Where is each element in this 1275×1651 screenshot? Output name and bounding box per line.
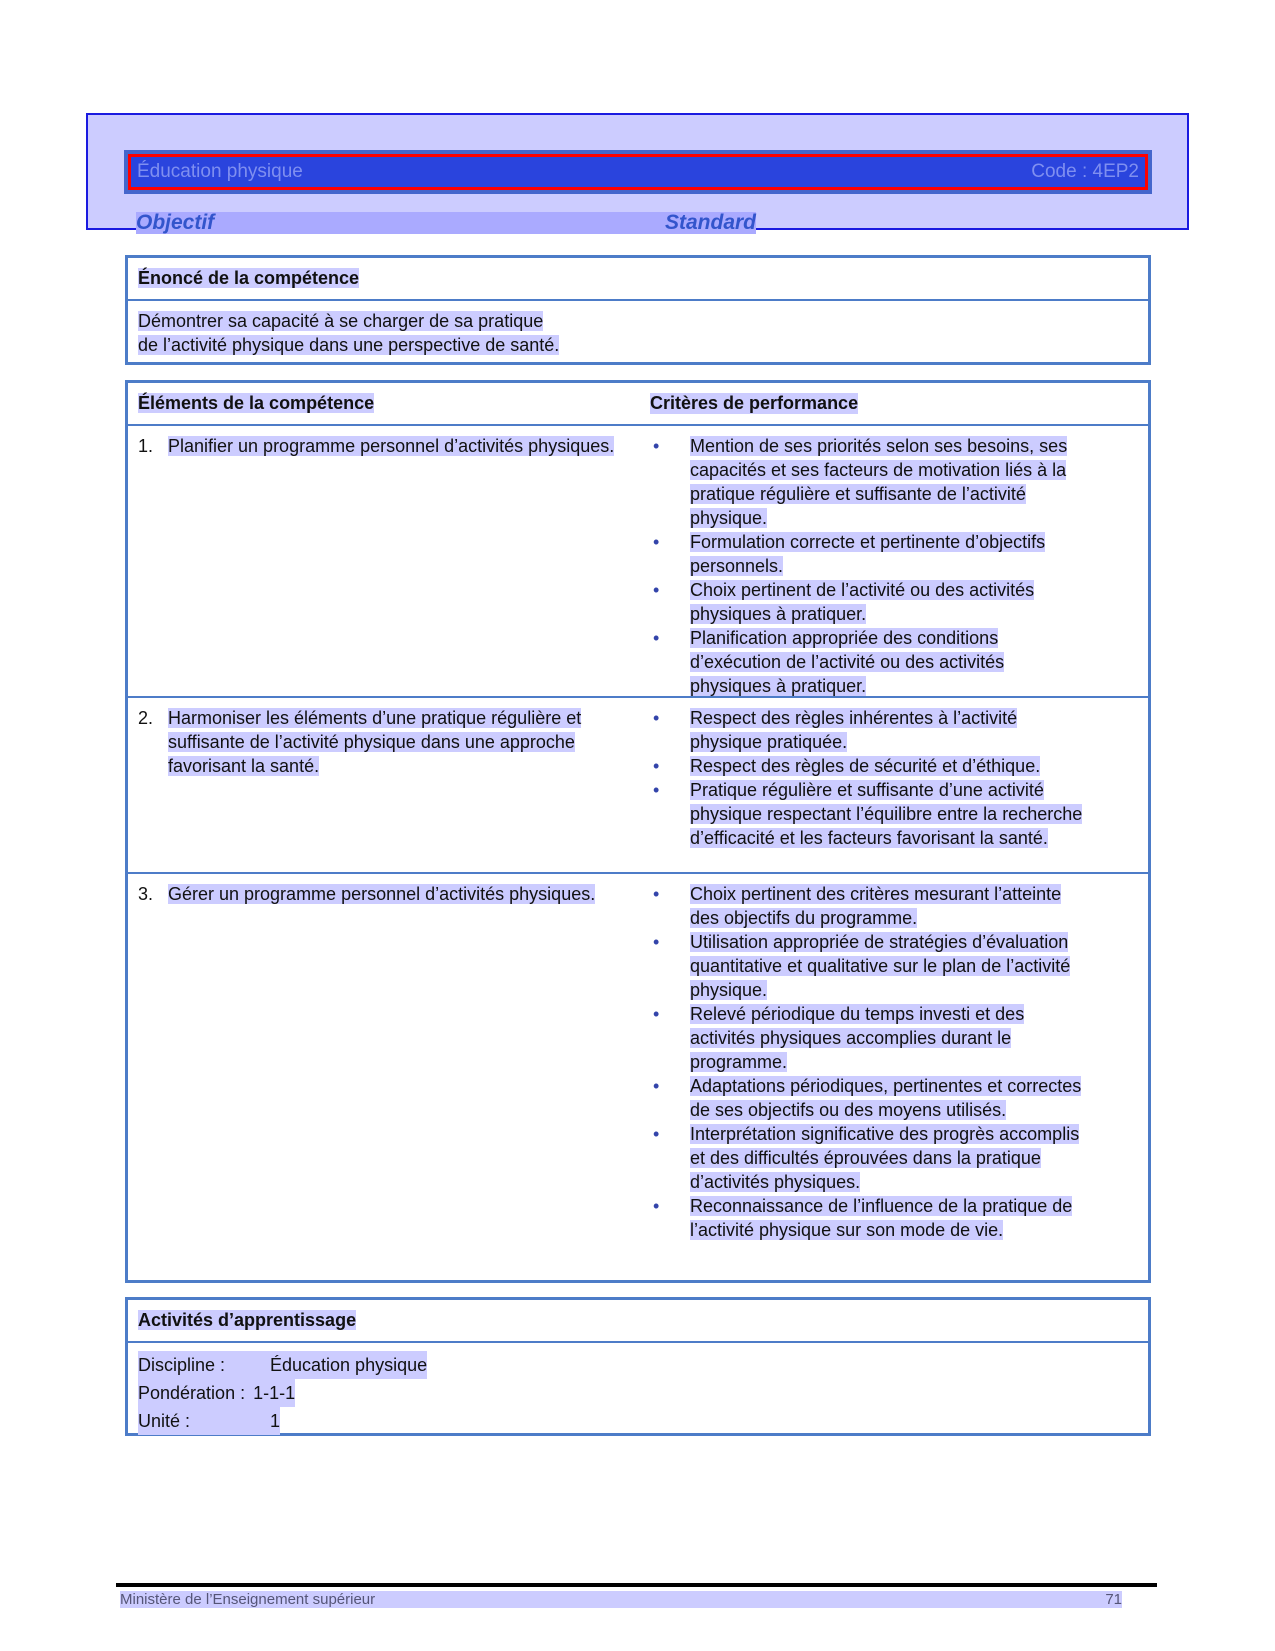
criterion [650, 530, 1138, 578]
bullet-icon: • [653, 884, 660, 904]
element-text: Planifier un programme personnel d’activités physiques. [168, 436, 615, 456]
standard-label: Standard [664, 211, 756, 234]
discipline-label: Discipline : [138, 1351, 270, 1379]
enonce-title: Énoncé de la compétence [138, 268, 360, 288]
activites-box [125, 1297, 1151, 1436]
criterion-text: Planification appropriée des conditions d’exécution de l’activité ou des activités physiques à pratiquer. [690, 628, 1005, 696]
element-number: 2. [138, 708, 154, 728]
ponderation-value: 1-1-1 [253, 1379, 295, 1407]
criterion [650, 930, 1138, 1002]
criterion [650, 754, 1138, 778]
element-text: Gérer un programme personnel d’activités physiques. [168, 884, 596, 904]
bullet-icon: • [653, 932, 660, 952]
table-row [128, 874, 1148, 1250]
criterion-text: Choix pertinent des critères mesurant l’atteinte des objectifs du programme. [690, 884, 1062, 928]
unite-label: Unité : [138, 1407, 270, 1435]
criterion [650, 578, 1138, 626]
footer [120, 1591, 1122, 1608]
bullet-icon: • [653, 1004, 660, 1024]
element-number: 1. [138, 436, 154, 456]
criterion-text: Formulation correcte et pertinente d’objectifs personnels. [690, 532, 1046, 576]
criterion-text: Choix pertinent de l’activité ou des activités physiques à pratiquer. [690, 580, 1035, 624]
criterion [650, 706, 1138, 754]
table-row [128, 698, 1148, 874]
code-label: Code : [1031, 161, 1088, 182]
criterion-text: Relevé périodique du temps investi et des activités physiques accomplies durant le programme. [690, 1004, 1025, 1072]
criterion [650, 434, 1138, 530]
criterion-text: Interprétation significative des progrès accomplis et des difficultés éprouvées dans la pratique d’activités physiques. [690, 1124, 1080, 1192]
course-title: Éducation physique [137, 161, 303, 182]
col-header-elements: Éléments de la compétence [138, 393, 375, 413]
criterion [650, 882, 1138, 930]
activites-title: Activités d’apprentissage [138, 1310, 357, 1330]
bullet-icon: • [653, 1076, 660, 1096]
element-text: Harmoniser les éléments d’une pratique régulière et suffisante de l’activité physique dans une approche favorisant la santé. [168, 708, 582, 776]
bullet-icon: • [653, 780, 660, 800]
criterion [650, 626, 1138, 698]
criterion-text: Adaptations périodiques, pertinentes et correctes de ses objectifs ou des moyens utilisés. [690, 1076, 1082, 1120]
criterion-text: Mention de ses priorités selon ses besoins, ses capacités et ses facteurs de motivation liés à la pratique régulière et suffisante de l’activité physique. [690, 436, 1068, 528]
bullet-icon: • [653, 1124, 660, 1144]
criterion [650, 778, 1138, 850]
col-header-criteres: Critères de performance [650, 393, 859, 413]
unite-value: 1 [270, 1407, 280, 1435]
bullet-icon: • [653, 756, 660, 776]
footer-ministry: Ministère de l’Enseignement supérieur [120, 1591, 376, 1608]
bullet-icon: • [653, 708, 660, 728]
bullet-icon: • [653, 532, 660, 552]
objectif-label: Objectif [136, 211, 215, 234]
criterion-text: Pratique régulière et suffisante d’une activité physique respectant l’équilibre entre la recherche d’efficacité et les facteurs favorisant la santé. [690, 780, 1083, 848]
criterion [650, 1122, 1138, 1194]
page-number: 71 [1105, 1591, 1122, 1608]
criterion [650, 1002, 1138, 1074]
criterion [650, 1074, 1138, 1122]
header-band [124, 150, 1152, 194]
objectif-standard-row [136, 212, 756, 234]
bullet-icon: • [653, 628, 660, 648]
discipline-value: Éducation physique [270, 1351, 427, 1379]
ponderation-label: Pondération : [138, 1379, 253, 1407]
enonce-box [125, 255, 1151, 365]
criterion-text: Respect des règles de sécurité et d’éthique. [690, 756, 1041, 776]
bullet-icon: • [653, 1196, 660, 1216]
enonce-line: Démontrer sa capacité à se charger de sa pratique [138, 311, 544, 331]
criterion-text: Respect des règles inhérentes à l’activité physique pratiquée. [690, 708, 1018, 752]
criterion-text: Utilisation appropriée de stratégies d’évaluation quantitative et qualitative sur le plan de l’activité physique. [690, 932, 1071, 1000]
criterion [650, 1194, 1138, 1242]
enonce-line: de l’activité physique dans une perspective de santé. [138, 335, 560, 355]
competence-table [125, 380, 1151, 1283]
bullet-icon: • [653, 580, 660, 600]
table-row [128, 426, 1148, 698]
bullet-icon: • [653, 436, 660, 456]
element-number: 3. [138, 884, 154, 904]
course-code: 4EP2 [1092, 161, 1139, 182]
footer-rule [116, 1583, 1157, 1587]
criterion-text: Reconnaissance de l’influence de la pratique de l’activité physique sur son mode de vie. [690, 1196, 1073, 1240]
